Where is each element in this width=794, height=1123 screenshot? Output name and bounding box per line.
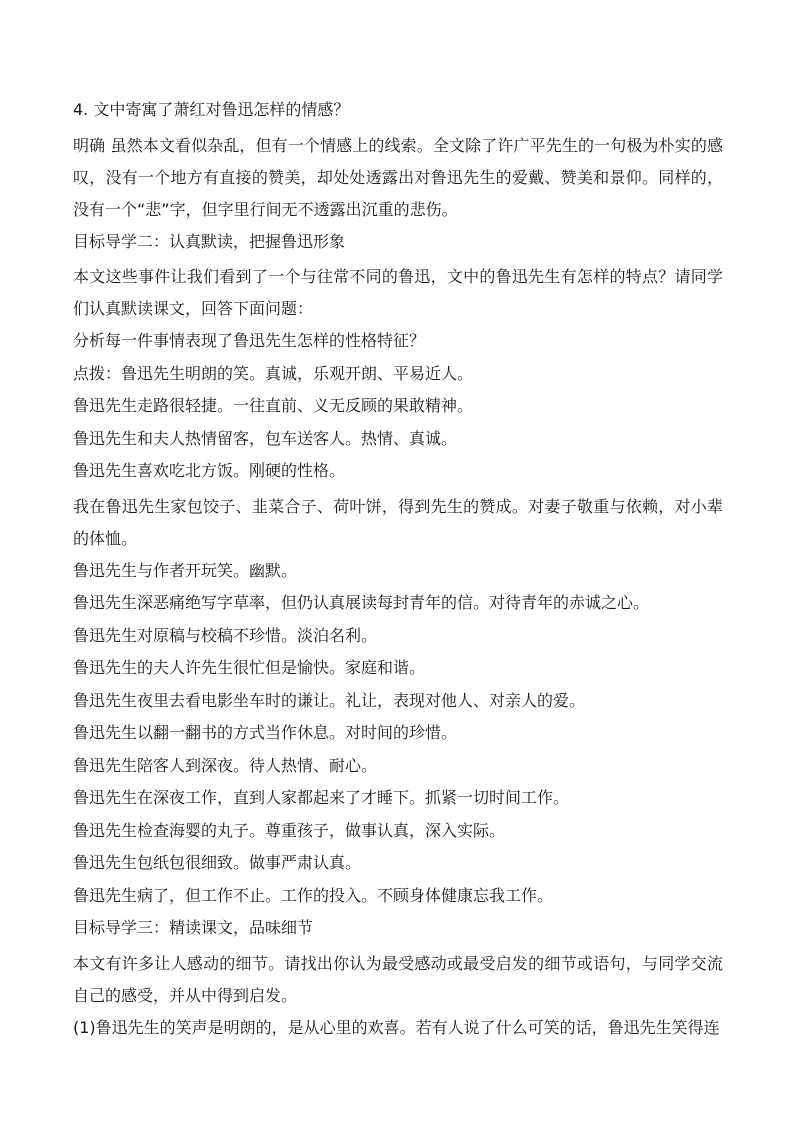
question-heading: 4. 文中寄寓了萧红对鲁迅怎样的情感？ xyxy=(73,100,350,119)
list-item: 鲁迅先生的夫人许先生很忙但是愉快。家庭和谐。 xyxy=(73,658,426,677)
list-item: 点拨：鲁迅先生明朗的笑。真诚，乐观开朗、平易近人。 xyxy=(73,363,474,383)
list-item: 鲁迅先生深恶痛绝写字草率，但仍认真展读每封青年的信。对待青年的赤诚之心。 xyxy=(73,593,650,612)
section-heading: 目标导学二：认真默读，把握鲁迅形象 xyxy=(73,231,346,251)
list-item: 鲁迅先生在深夜工作，直到人家都起来了才睡下。抓紧一切时间工作。 xyxy=(73,788,570,807)
question-line: 分析每一件事情表现了鲁迅先生怎样的性格特征？ xyxy=(73,331,426,350)
list-item: 鲁迅先生陪客人到深夜。待人热情、耐心。 xyxy=(73,755,378,775)
section-heading: 目标导学三：精读课文，品味细节 xyxy=(73,918,314,937)
document-body xyxy=(73,97,723,1047)
list-item: 我在鲁迅先生家包饺子、韭菜合子、荷叶饼，得到先生的赞成。对妻子敬重与依赖，对小辈的体恤。 xyxy=(73,496,723,548)
list-item: 鲁迅先生夜里去看电影坐车时的谦让。礼让，表现对他人、对亲人的爱。 xyxy=(73,690,586,710)
intro-paragraph: 本文有许多让人感动的细节。请找出你认为最受感动或最受启发的细节或语句，与同学交流自己的感受，并从中得到启发。 xyxy=(73,953,723,1005)
list-item: 鲁迅先生和夫人热情留客，包车送客人。热情、真诚。 xyxy=(73,428,458,448)
detail-paragraph: (1)鲁迅先生的笑声是明朗的，是从心里的欢喜。若有人说了什么可笑的话，鲁迅先生笑得连 xyxy=(73,1017,720,1037)
list-item: 鲁迅先生喜欢吃北方饭。刚硬的性格。 xyxy=(73,461,346,480)
list-item: 鲁迅先生走路很轻捷。一往直前、义无反顾的果敢精神。 xyxy=(73,396,474,415)
list-item: 鲁迅先生检查海婴的丸子。尊重孩子，做事认真，深入实际。 xyxy=(73,820,506,840)
list-item: 鲁迅先生与作者开玩笑。幽默。 xyxy=(73,560,298,580)
intro-paragraph: 本文这些事件让我们看到了一个与往常不同的鲁迅，文中的鲁迅先生有怎样的特点？请同学们认真默读课文，回答下面问题： xyxy=(73,267,723,318)
list-item: 鲁迅先生对原稿与校稿不珍惜。淡泊名利。 xyxy=(73,625,378,645)
list-item: 鲁迅先生包纸包很细致。做事严肃认真。 xyxy=(73,853,362,872)
list-item: 鲁迅先生以翻一翻书的方式当作休息。对时间的珍惜。 xyxy=(73,723,458,742)
answer-paragraph: 明确 虽然本文看似杂乱，但有一个情感上的线索。全文除了许广平先生的一句极为朴实的感叹，没有一个地方有直接的赞美，却处处透露出对鲁迅先生的爱戴、赞美和景仰。同样的，没有一个“悲”字，但字里行间无不透露出沉重的悲伤。 xyxy=(73,135,723,219)
list-item: 鲁迅先生病了，但工作不止。工作的投入。不顾身体健康忘我工作。 xyxy=(73,885,554,905)
